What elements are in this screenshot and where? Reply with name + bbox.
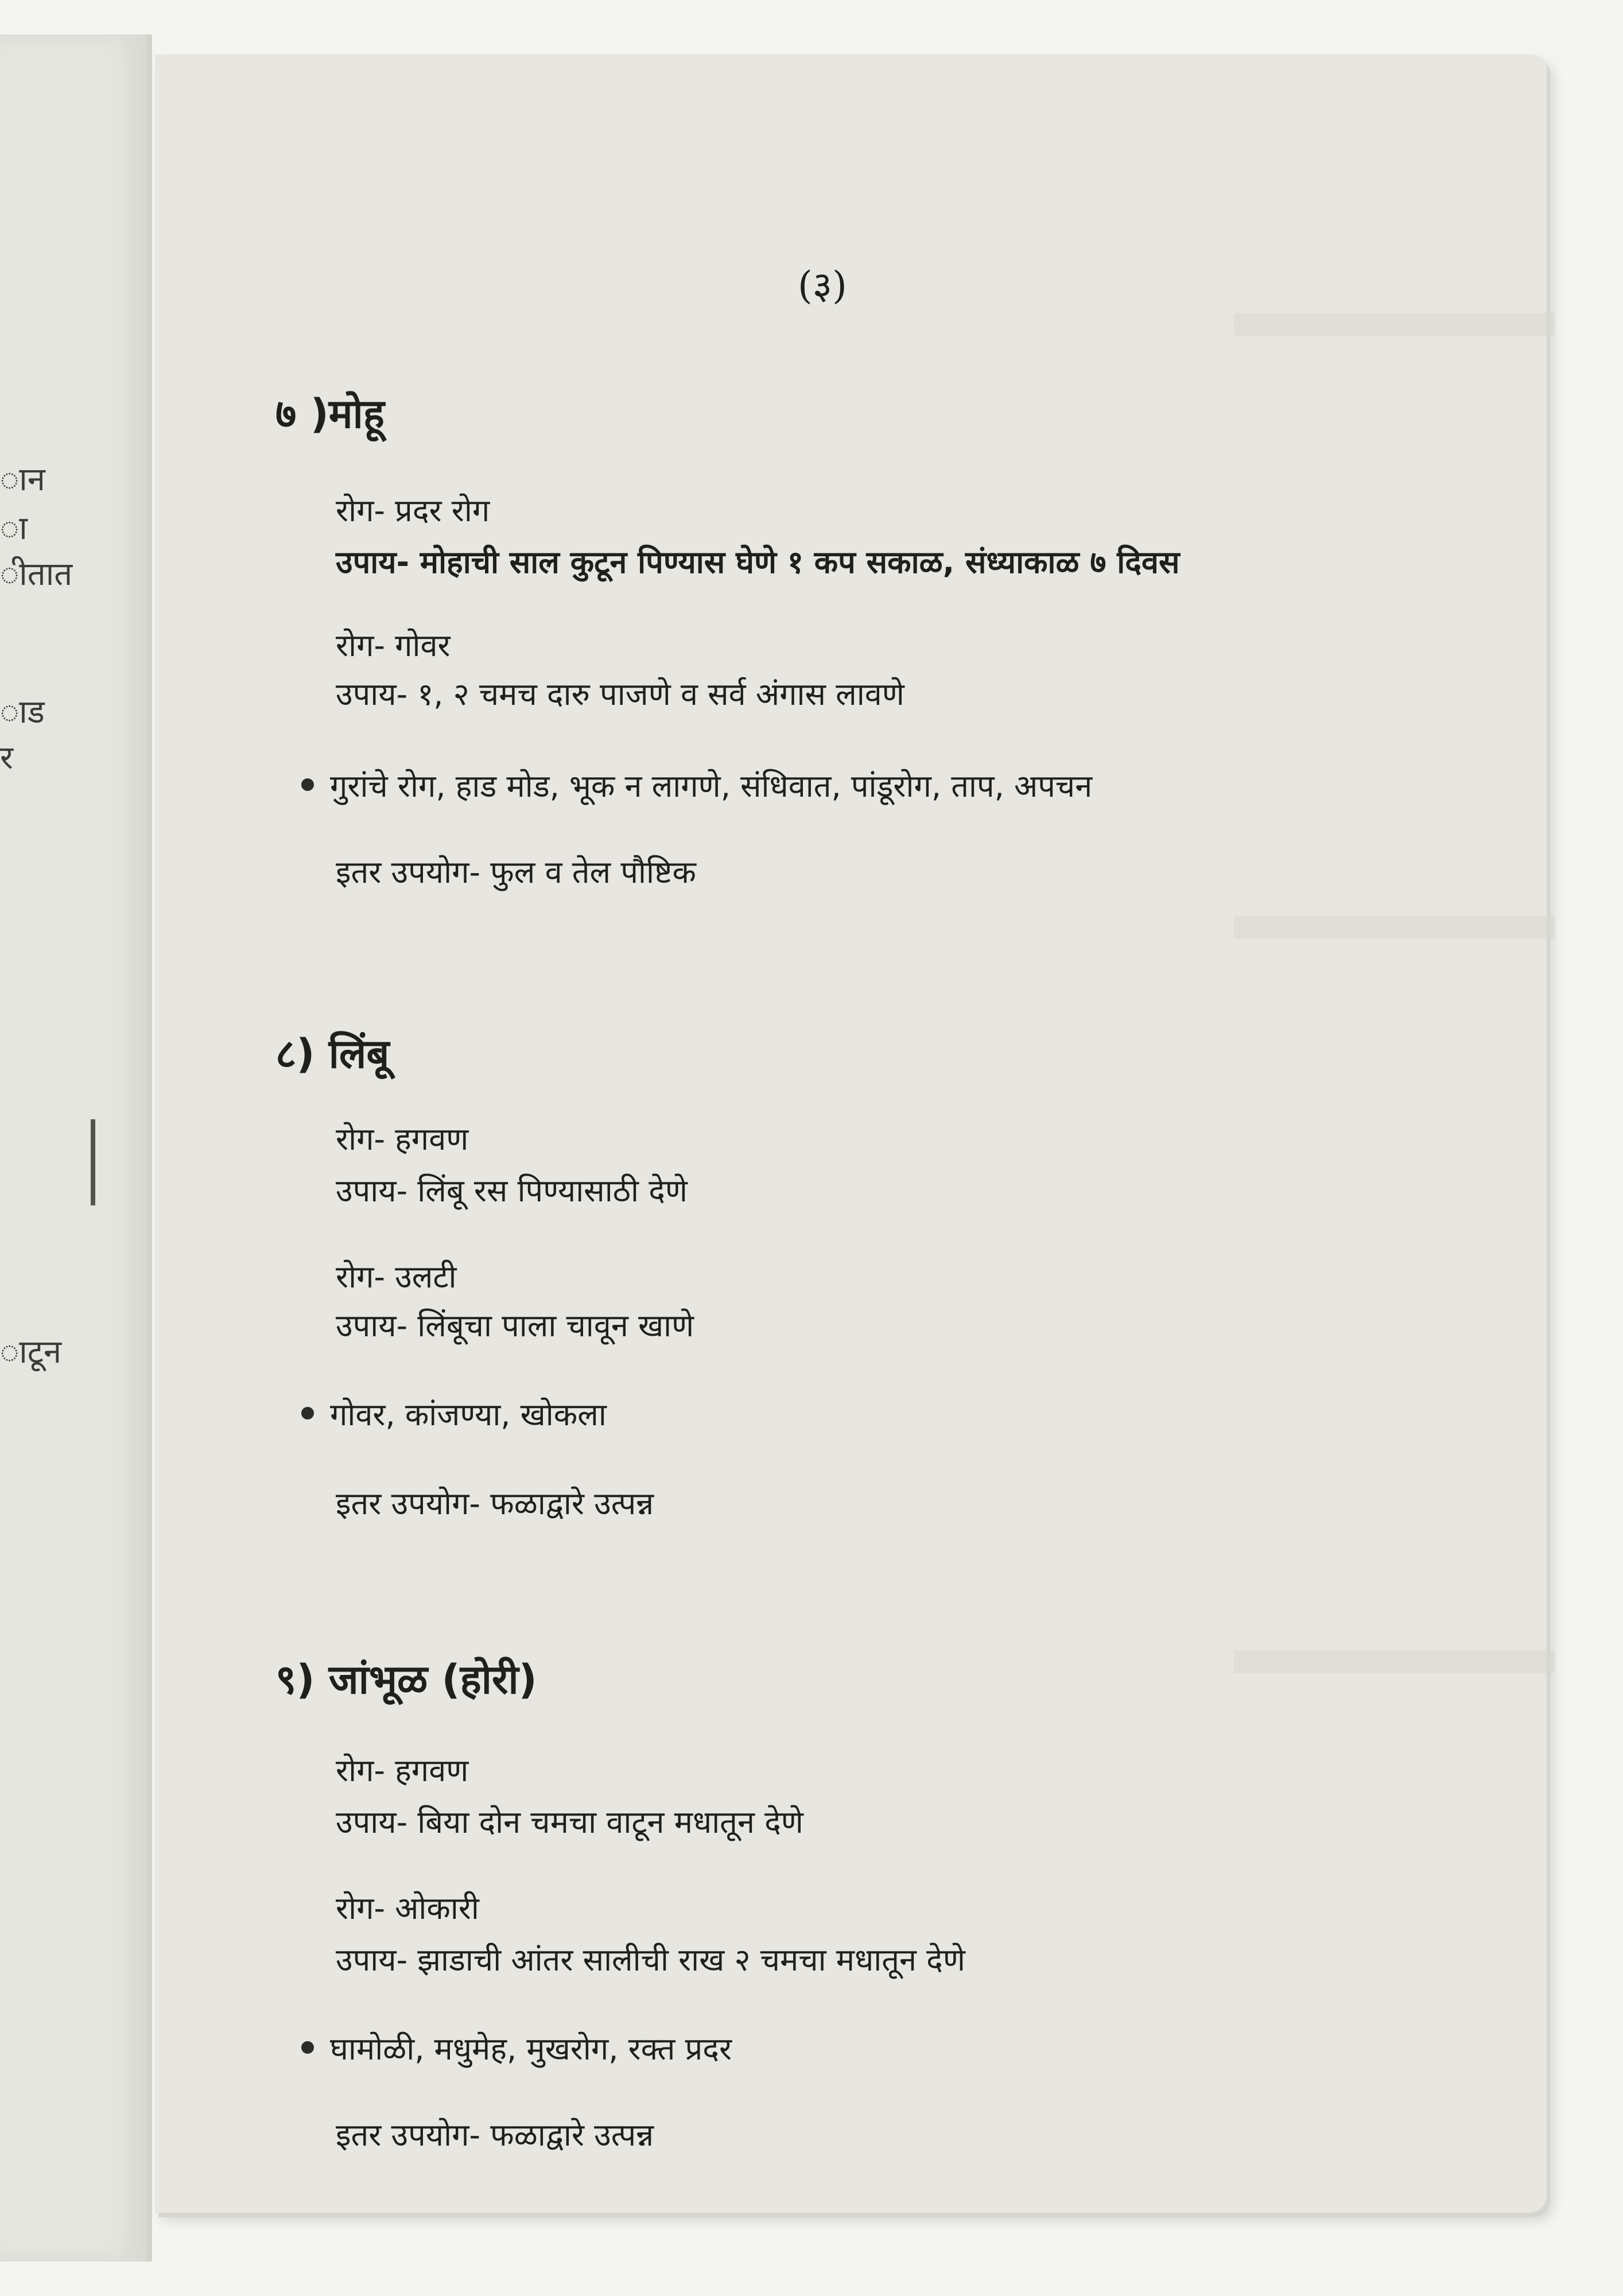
remedy-line: उपाय- बिया दोन चमचा वाटून मधातून देणे — [336, 1804, 803, 1840]
page-content — [155, 55, 1547, 2213]
other-use-line: इतर उपयोग- फळाद्वारे उत्पन्न — [336, 2117, 654, 2153]
disease-line: रोग- प्रदर रोग — [336, 492, 490, 529]
section-heading-mohu: ७ )मोहू — [275, 390, 385, 437]
left-page-fragment: ाटून — [0, 1333, 62, 1371]
disease-line: रोग- हगवण — [336, 1121, 469, 1157]
left-page-fragment: ा — [0, 510, 28, 547]
left-page-fragment: ाड — [0, 693, 45, 731]
section-heading-limbu: ८) लिंबू — [275, 1030, 390, 1077]
other-use-line: इतर उपयोग- फळाद्वारे उत्पन्न — [336, 1486, 654, 1522]
remedy-line: उपाय- मोहाची साल कुटून पिण्यास घेणे १ कप सकाळ, संध्याकाळ ७ दिवस — [336, 544, 1180, 580]
disease-line: रोग- गोवर — [336, 627, 451, 664]
bullet-icon — [301, 2041, 314, 2054]
disease-line: रोग- उलटी — [336, 1259, 457, 1295]
remedy-line: उपाय- लिंबूचा पाला चावून खाणे — [336, 1308, 694, 1344]
section-heading-jambhul: ९) जांभूळ (होरी) — [275, 1656, 537, 1703]
other-use-line: इतर उपयोग- फुल व तेल पौष्टिक — [336, 854, 696, 890]
left-page-fragment: ान — [0, 461, 45, 498]
bullet-text: गुरांचे रोग, हाड मोड, भूक न लागणे, संधिवात, पांडूरोग, ताप, अपचन — [330, 768, 1093, 804]
bullet-icon — [301, 778, 314, 791]
left-page-fragment: र — [0, 739, 13, 777]
bullet-list-item — [301, 763, 1092, 806]
disease-line: रोग- हगवण — [336, 1752, 469, 1789]
remedy-line: उपाय- झाडाची आंतर सालीची राख २ चमचा मधातून देणे — [336, 1942, 965, 1978]
remedy-line: उपाय- १, २ चमच दारु पाजणे व सर्व अंगास लावणे — [336, 676, 904, 712]
page-number: (३) — [798, 263, 847, 308]
left-page — [0, 34, 152, 2262]
disease-line: रोग- ओकारी — [336, 1890, 479, 1926]
bullet-text: गोवर, कांजण्या, खोकला — [330, 1397, 607, 1433]
ink-mark — [91, 1119, 95, 1205]
bullet-text: घामोळी, मधुमेह, मुखरोग, रक्त प्रदर — [330, 2031, 732, 2067]
document-page — [155, 55, 1547, 2213]
left-page-fragment: ीतात — [0, 556, 73, 593]
bullet-list-item — [301, 1392, 607, 1434]
remedy-line: उपाय- लिंबू रस पिण्यासाठी देणे — [336, 1173, 688, 1209]
bullet-list-item — [301, 2026, 732, 2069]
bullet-icon — [301, 1407, 314, 1420]
